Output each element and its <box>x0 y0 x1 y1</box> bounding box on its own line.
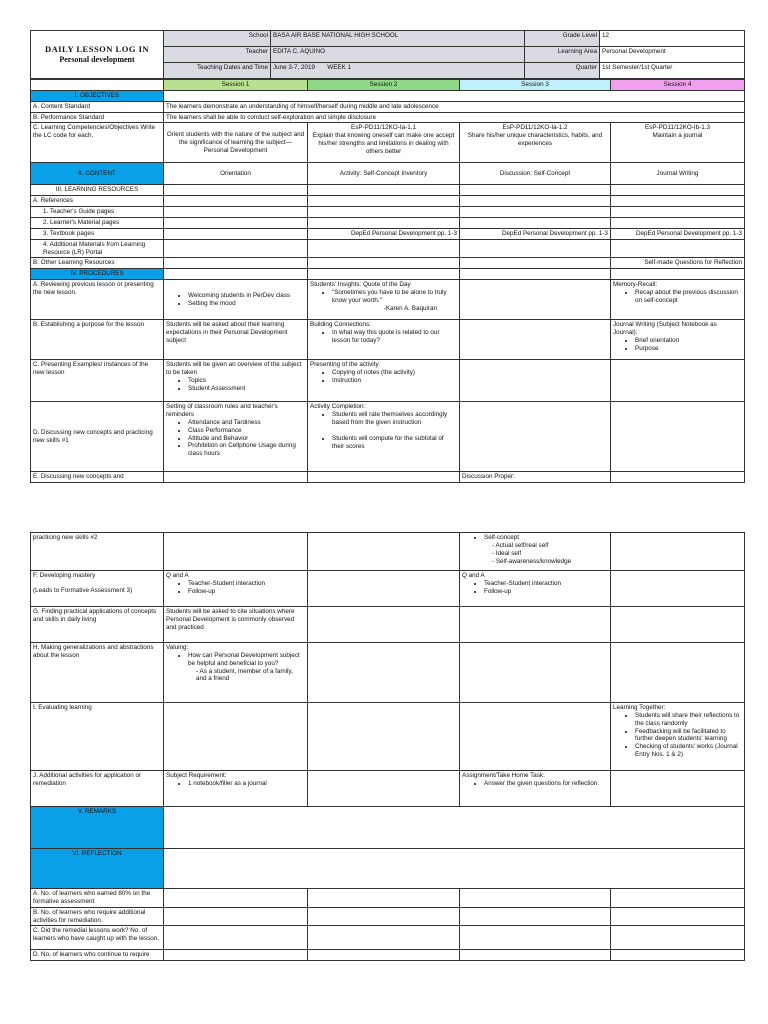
list-item: • Recap about the previous discussion on self-concept <box>635 289 742 305</box>
list-item: • "Sometimes you have to be alone to truly know your worth." <box>332 289 457 305</box>
proc-c-s2-head: Presenting of the activity: <box>310 361 381 369</box>
proc-b-s1: Students will be asked about their learning expectations in their Personal Development subject <box>164 320 308 360</box>
proc-a-s2-list <box>310 289 457 305</box>
proc-f-s3-head: Q and A <box>462 572 485 579</box>
lr-portal-label: 4. Additional Materials from Learning Resource (LR) Portal <box>31 239 164 258</box>
proc-a-s4-list <box>613 289 742 305</box>
lr-portal-s3 <box>460 239 611 258</box>
lesson-table <box>30 79 745 483</box>
proc-i-label: I. Evaluating learning <box>31 703 164 771</box>
reflection-a-s3 <box>460 889 611 908</box>
proc-d-s2-list <box>310 411 457 450</box>
proc-b-s2-list <box>310 329 457 345</box>
content-s2: Activity: Self-Concept Inventory <box>308 163 460 185</box>
objectives-heading-fill <box>164 90 745 101</box>
proc-c-s1 <box>164 360 308 402</box>
lesson-table-continued <box>30 532 745 961</box>
proc-e-s3-list <box>462 534 608 542</box>
references-s2 <box>308 196 460 207</box>
proc-g-s3 <box>460 607 611 643</box>
content-s1: Orientation <box>164 163 308 185</box>
competency-s2-text: Explain that knowing oneself can make one accept his/her strengths and limitations in dealing with others better <box>312 132 455 156</box>
learners-material-s2 <box>308 218 460 229</box>
list-item: • Student Assessment <box>188 385 305 393</box>
proc-e-s3-head: Discussion Proper: <box>460 472 611 483</box>
list-item: • Checking of students' works (Journal Entry Nos. 1 & 2) <box>635 743 742 759</box>
resources-heading-s4 <box>611 185 745 196</box>
proc-b-s2 <box>308 320 460 360</box>
school-value: BASA AIR BASE NATIONAL HIGH SCHOOL <box>271 31 525 47</box>
references-s4 <box>611 196 745 207</box>
proc-j-s3-head: Assignment/Take Home Task: <box>462 772 545 779</box>
proc-e-label-cont: practicing new skills #2 <box>31 533 164 571</box>
competency-s3 <box>460 123 611 163</box>
list-item: • Students will rate themselves accordingly based from the given instruction <box>332 411 457 427</box>
session-2-header: Session 2 <box>308 80 460 91</box>
proc-c-s4 <box>611 360 745 402</box>
dates-value <box>271 63 525 79</box>
proc-f-s1 <box>164 571 308 607</box>
proc-f-label-cell <box>31 571 164 607</box>
learners-material-label: 2. Learner's Material pages <box>31 218 164 229</box>
resources-heading-s3 <box>460 185 611 196</box>
reflection-c-s1 <box>164 926 308 950</box>
lr-portal-s2 <box>308 239 460 258</box>
dates-text: June 3-7, 2019 <box>273 64 316 71</box>
proc-a-s1-list <box>166 292 305 308</box>
proc-b-s4-list <box>613 337 742 353</box>
list-item: • Feedbacking will be facilitated to further deepen students' learning <box>635 728 742 744</box>
proc-d-s1 <box>164 402 308 472</box>
content-s4: Journal Writing <box>611 163 745 185</box>
proc-e2-s3 <box>460 533 611 571</box>
teacher-label: Teacher <box>164 47 271 63</box>
doc-subtitle: Personal development <box>59 54 135 64</box>
list-item: • Students will share their reflections to the class randomly <box>635 712 742 728</box>
proc-a-s2-head: Students' Insights: Quote of the Day <box>310 281 411 289</box>
other-resources-s4: Self-made Questions for Reflection <box>611 258 745 269</box>
content-standard-label: A. Content Standard <box>31 101 164 112</box>
proc-a-s1 <box>164 280 308 320</box>
competency-s1: Orient students with the nature of the subject and the significance of learning the subject— Personal Development <box>164 123 308 163</box>
reflection-d-s3 <box>460 950 611 961</box>
lr-portal-s1 <box>164 239 308 258</box>
proc-i-s4-head: Learning Together: <box>613 704 666 711</box>
proc-e-s1 <box>164 472 308 483</box>
reflection-b-s1 <box>164 907 308 926</box>
proc-j-s4 <box>611 771 745 807</box>
reflection-c-s3 <box>460 926 611 950</box>
list-item: • Self-concept <box>484 534 608 542</box>
proc-d-s1-head: Setting of classroom rules and teacher's reminders <box>166 403 278 419</box>
learning-area-label: Learning Area <box>525 47 600 63</box>
proc-h-s2 <box>308 643 460 703</box>
proc-h-label: H. Making generalizations and abstractions about the lesson <box>31 643 164 703</box>
proc-i-s4 <box>611 703 745 771</box>
header-table <box>30 30 745 79</box>
doc-title-cell <box>31 31 164 79</box>
proc-b-s4 <box>611 320 745 360</box>
list-item: • 1 notebook/filler as a journal <box>188 780 305 788</box>
learners-material-s3 <box>460 218 611 229</box>
list-item: • Teacher-Student interaction <box>484 580 608 588</box>
proc-b-s4-head: Journal Writing (Subject Notebook as Journal): <box>613 321 717 337</box>
proc-a-s2 <box>308 280 460 320</box>
competency-s2 <box>308 123 460 163</box>
learners-material-s4 <box>611 218 745 229</box>
learning-area-value: Personal Development <box>600 47 745 63</box>
page-2 <box>30 532 744 961</box>
procedures-heading-s2 <box>308 269 460 280</box>
textbook-s1 <box>164 228 308 239</box>
reflection-a-s4 <box>611 889 745 908</box>
proc-f-s1-head: Q and A <box>166 572 189 579</box>
list-item: • Prohibition on Cellphone Usage during class hours <box>188 442 305 458</box>
grade-label: Grade Level <box>525 31 600 47</box>
objectives-heading: I. OBJECTIVES <box>31 90 164 101</box>
content-s3: Discussion: Self-Concept <box>460 163 611 185</box>
reflection-c-s4 <box>611 926 745 950</box>
proc-c-s3 <box>460 360 611 402</box>
procedures-heading: IV. PROCEDURES <box>31 269 164 280</box>
proc-e-label: E. Discussing new concepts and <box>31 472 164 483</box>
reflection-b-s2 <box>308 907 460 926</box>
proc-h-s1-list <box>166 652 305 668</box>
competency-s2-code: EsP-PD11/12KO-Ia-1.1 <box>351 124 416 132</box>
reflection-a-label: A. No. of learners who earned 80% on the formative assessment <box>31 889 164 908</box>
remarks-body <box>164 807 745 849</box>
proc-d-s4 <box>611 402 745 472</box>
proc-g-s2 <box>308 607 460 643</box>
proc-d-s1-list <box>166 419 305 458</box>
teachers-guide-s3 <box>460 207 611 218</box>
textbook-s2: DepEd Personal Development pp. 1-3 <box>308 228 460 239</box>
proc-d-s2 <box>308 402 460 472</box>
proc-e-s2 <box>308 472 460 483</box>
reflection-b-s3 <box>460 907 611 926</box>
list-item: • In what way this quote is related to our lesson for today? <box>332 329 457 345</box>
reflection-b-label: B. No. of learners who require additional activities for remediation. <box>31 907 164 926</box>
doc-title: DAILY LESSON LOG IN <box>44 44 150 55</box>
reflection-d-s2 <box>308 950 460 961</box>
session-corner <box>31 80 164 91</box>
list-item: • Welcoming students in PerDev class <box>188 292 305 300</box>
dates-label: Teaching Dates and Time <box>164 63 271 79</box>
proc-c-label: C. Presenting Examples/ instances of the new lesson <box>31 360 164 402</box>
other-resources-label: B. Other Learning Resources <box>31 258 164 269</box>
proc-f-s3-list <box>462 580 608 596</box>
list-item: - Actual self/real self <box>492 542 608 550</box>
lr-portal-s4 <box>611 239 745 258</box>
textbook-s3: DepEd Personal Development pp. 1-3 <box>460 228 611 239</box>
resources-heading: III. LEARNING RESOURCES <box>31 185 164 196</box>
competency-s4-code: EsP-PD11/12KO-Ib-1.3 <box>645 124 710 132</box>
proc-j-s3 <box>460 771 611 807</box>
teachers-guide-label: 1. Teacher's Guide pages <box>31 207 164 218</box>
references-s3 <box>460 196 611 207</box>
proc-e-s3-sublist <box>462 542 608 566</box>
reflection-a-s1 <box>164 889 308 908</box>
school-label: School <box>164 31 271 47</box>
proc-h-s1 <box>164 643 308 703</box>
list-item: • Purpose <box>635 345 742 353</box>
competency-s3-text: Share his/her unique characteristics, habits, and experiences <box>467 132 603 148</box>
proc-j-s1-head: Subject Requirement: <box>166 772 227 779</box>
proc-a-s3 <box>460 280 611 320</box>
proc-d-label: D. Discussing new concepts and practicing new skills #1 <box>31 402 164 472</box>
proc-j-s2 <box>308 771 460 807</box>
proc-f-label: F. Developing mastery <box>33 572 96 579</box>
proc-h-s1-sublist <box>166 668 305 684</box>
reflection-c-label: C. Did the remedial lessons work? No. of learners who have caught up with the lesson. <box>31 926 164 950</box>
textbook-s4: DepEd Personal Development pp. 1-3 <box>611 228 745 239</box>
proc-a-label: A. Reviewing previous lesson or presenting the new lesson. <box>31 280 164 320</box>
proc-i-s4-list <box>613 712 742 759</box>
reflection-b-s4 <box>611 907 745 926</box>
proc-i-s2 <box>308 703 460 771</box>
proc-f-s4 <box>611 571 745 607</box>
reflection-d-label: D. No. of learners who continue to require <box>31 950 164 961</box>
other-resources-s2 <box>308 258 460 269</box>
proc-j-label: J. Additional activities for application or remediation <box>31 771 164 807</box>
list-item: • How can Personal Development subject be helpful and beneficial to you? <box>188 652 305 668</box>
list-item: • Follow-up <box>484 588 608 596</box>
proc-e2-s4 <box>611 533 745 571</box>
session-4-header: Session 4 <box>611 80 745 91</box>
proc-d-s2-head: Activity Completion: <box>310 403 366 411</box>
list-item: • Answer the given questions for reflection. <box>484 780 608 788</box>
resources-heading-s2 <box>308 185 460 196</box>
other-resources-s1 <box>164 258 308 269</box>
competency-s4-text: Maintain a journal <box>652 132 703 140</box>
reflection-d-s4 <box>611 950 745 961</box>
proc-a-s4 <box>611 280 745 320</box>
other-resources-s3 <box>460 258 611 269</box>
proc-i-s1 <box>164 703 308 771</box>
list-item: • Students will compute for the subtotal of their scores <box>332 435 457 451</box>
quarter-label: Quarter <box>525 63 600 79</box>
procedures-heading-s3 <box>460 269 611 280</box>
proc-f-s1-list <box>166 580 305 596</box>
proc-j-s1-list <box>166 780 305 788</box>
proc-h-s1-head: Valuing: <box>166 644 189 651</box>
list-item: - As a student, member of a family, and a friend <box>196 668 305 684</box>
proc-e-s4 <box>611 472 745 483</box>
list-item: • Topics <box>188 377 305 385</box>
proc-b-s3 <box>460 320 611 360</box>
performance-standard-text: The learners shall be able to conduct self-exploration and simple disclosure <box>164 112 745 123</box>
references-label: A. References <box>31 196 164 207</box>
proc-d-s3 <box>460 402 611 472</box>
list-item: • Attendance and Tardiness <box>188 419 305 427</box>
reflection-a-s2 <box>308 889 460 908</box>
procedures-heading-s4 <box>611 269 745 280</box>
resources-heading-s1 <box>164 185 308 196</box>
list-item: - Ideal self <box>492 550 608 558</box>
reflection-c-s2 <box>308 926 460 950</box>
performance-standard-label: B. Performance Standard <box>31 112 164 123</box>
proc-a-s2-author: -Karen A. Baquiran <box>383 304 437 312</box>
proc-c-s2-list <box>310 369 457 385</box>
procedures-heading-s1 <box>164 269 308 280</box>
teachers-guide-s4 <box>611 207 745 218</box>
proc-g-s4 <box>611 607 745 643</box>
proc-j-s1 <box>164 771 308 807</box>
competency-s3-code: EsP-PD11/12KO-Ia-1.2 <box>502 124 568 132</box>
proc-a-s4-head: Memory-Recall: <box>613 281 658 289</box>
content-standard-text: The learners demonstrate an understanding of himself/herself during middle and late adolescence <box>164 101 745 112</box>
list-item: • Setting the mood <box>188 300 305 308</box>
textbook-label: 3. Textbook pages <box>31 228 164 239</box>
proc-c-s2 <box>308 360 460 402</box>
references-s1 <box>164 196 308 207</box>
proc-g-label: G. Finding practical applications of concepts and skills in daily living <box>31 607 164 643</box>
proc-h-s4 <box>611 643 745 703</box>
learners-material-s1 <box>164 218 308 229</box>
teacher-value: EDITA C. AQUINO <box>271 47 525 63</box>
teachers-guide-s2 <box>308 207 460 218</box>
proc-h-s3 <box>460 643 611 703</box>
reflection-heading: VI. REFLECTION <box>31 849 164 889</box>
list-item: • Attitude and Behavior <box>188 435 305 443</box>
page-1 <box>30 30 744 483</box>
list-item: • Copying of notes (the activity) <box>332 369 457 377</box>
list-item: • Instruction <box>332 377 457 385</box>
reflection-d-s1 <box>164 950 308 961</box>
week-text: WEEK 1 <box>327 64 352 71</box>
proc-e2-s1 <box>164 533 308 571</box>
proc-e2-s2 <box>308 533 460 571</box>
grade-value: 12 <box>600 31 745 47</box>
session-1-header: Session 1 <box>164 80 308 91</box>
proc-i-s3 <box>460 703 611 771</box>
proc-b-s2-head: Building Connections: <box>310 321 371 329</box>
proc-g-s1: Students will be asked to cite situations where Personal Development is commonly observed and practiced <box>164 607 308 643</box>
proc-c-s1-head: Students will be given an overview of the subject to be taken <box>166 361 302 377</box>
proc-f-s3 <box>460 571 611 607</box>
proc-f-s2 <box>308 571 460 607</box>
proc-c-s1-list <box>166 377 305 393</box>
proc-f-label2: (Leads to Formative Assessment 3) <box>33 586 133 594</box>
session-3-header: Session 3 <box>460 80 611 91</box>
proc-b-label: B. Establishing a purpose for the lesson <box>31 320 164 360</box>
list-item: • Brief orientation <box>635 337 742 345</box>
list-item: - Self-awareness/knowledge <box>492 558 608 566</box>
competency-s4 <box>611 123 745 163</box>
competencies-label: C. Learning Competencies/Objectives Write the LC code for each. <box>31 123 164 163</box>
quarter-value: 1st Semester/1st Quarter <box>600 63 745 79</box>
list-item: • Class Performance <box>188 427 305 435</box>
list-item: • Teacher-Student interaction <box>188 580 305 588</box>
reflection-body <box>164 849 745 889</box>
remarks-heading: V. REMARKS <box>31 807 164 849</box>
content-heading: II. CONTENT <box>31 163 164 185</box>
list-item: • Follow-up <box>188 588 305 596</box>
teachers-guide-s1 <box>164 207 308 218</box>
proc-j-s3-list <box>462 780 608 788</box>
